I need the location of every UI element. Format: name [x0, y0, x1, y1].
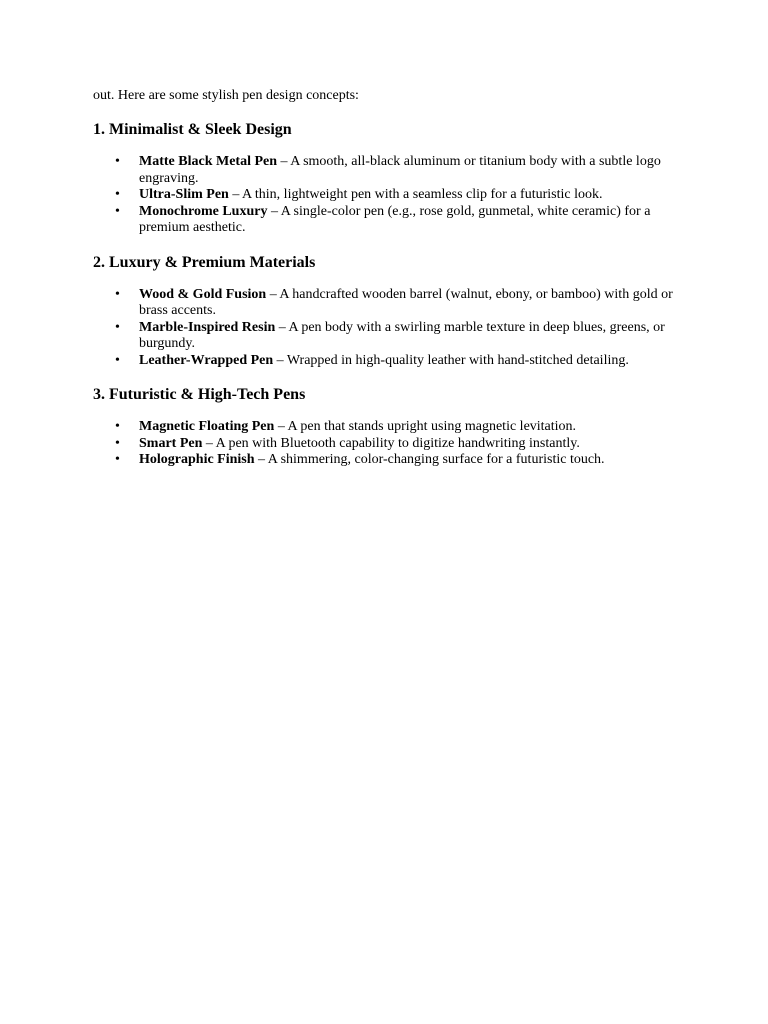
list-item [93, 287, 683, 320]
bullet-icon: • [115, 435, 120, 451]
item-term: Matte Black Metal Pen [139, 154, 278, 169]
bullet-icon: • [115, 319, 120, 335]
section-heading-futuristic: 3. Futuristic & High-Tech Pens [93, 386, 306, 403]
list-item [93, 154, 683, 187]
item-term: Wood & Gold Fusion [139, 286, 267, 302]
list-item [93, 187, 683, 204]
list-item [93, 436, 683, 453]
list-item [93, 204, 683, 237]
item-description: – A pen body with a swirling marble texture in deep blues, greens, or burgundy. [139, 319, 665, 351]
item-term: Holographic Finish [139, 452, 255, 467]
item-term: Marble-Inspired Resin [139, 319, 276, 335]
list-item [93, 452, 683, 469]
document-page [93, 87, 683, 485]
list-item [93, 353, 683, 370]
bullet-icon: • [115, 419, 120, 434]
section-heading-luxury: 2. Luxury & Premium Materials [93, 253, 316, 271]
item-description: – A single-color pen (e.g., rose gold, gunmetal, white ceramic) for a premium aesthetic. [139, 203, 651, 235]
item-term: Ultra-Slim Pen [139, 187, 229, 202]
item-term: Monochrome Luxury [139, 203, 268, 219]
item-description: – A handcrafted wooden barrel (walnut, ebony, or bamboo) with gold or brass accents. [139, 286, 673, 318]
item-description: – A smooth, all-black aluminum or titanium body with a subtle logo engraving. [139, 154, 661, 186]
section-heading-minimalist: 1. Minimalist & Sleek Design [93, 121, 292, 138]
intro-paragraph: out. Here are some stylish pen design concepts: [93, 88, 359, 103]
item-term: Leather-Wrapped Pen [139, 352, 274, 368]
list-item [93, 419, 683, 436]
bullet-icon: • [115, 352, 120, 368]
item-description: – Wrapped in high-quality leather with hand-stitched detailing. [273, 352, 629, 368]
item-description: – A pen with Bluetooth capability to digitize handwriting instantly. [202, 435, 580, 451]
bullet-list-minimalist [93, 154, 683, 237]
item-description: – A shimmering, color-changing surface for a futuristic touch. [254, 452, 605, 467]
bullet-icon: • [115, 187, 120, 202]
item-term: Smart Pen [139, 435, 203, 451]
bullet-icon: • [115, 452, 120, 467]
list-item [93, 320, 683, 353]
bullet-icon: • [115, 286, 120, 302]
bullet-icon: • [115, 203, 120, 219]
bullet-icon: • [115, 154, 120, 169]
bullet-list-futuristic [93, 419, 683, 469]
item-term: Magnetic Floating Pen [139, 419, 275, 434]
item-description: – A pen that stands upright using magnetic levitation. [274, 419, 577, 434]
item-description: – A thin, lightweight pen with a seamless clip for a futuristic look. [228, 187, 603, 202]
bullet-list-luxury [93, 287, 683, 370]
